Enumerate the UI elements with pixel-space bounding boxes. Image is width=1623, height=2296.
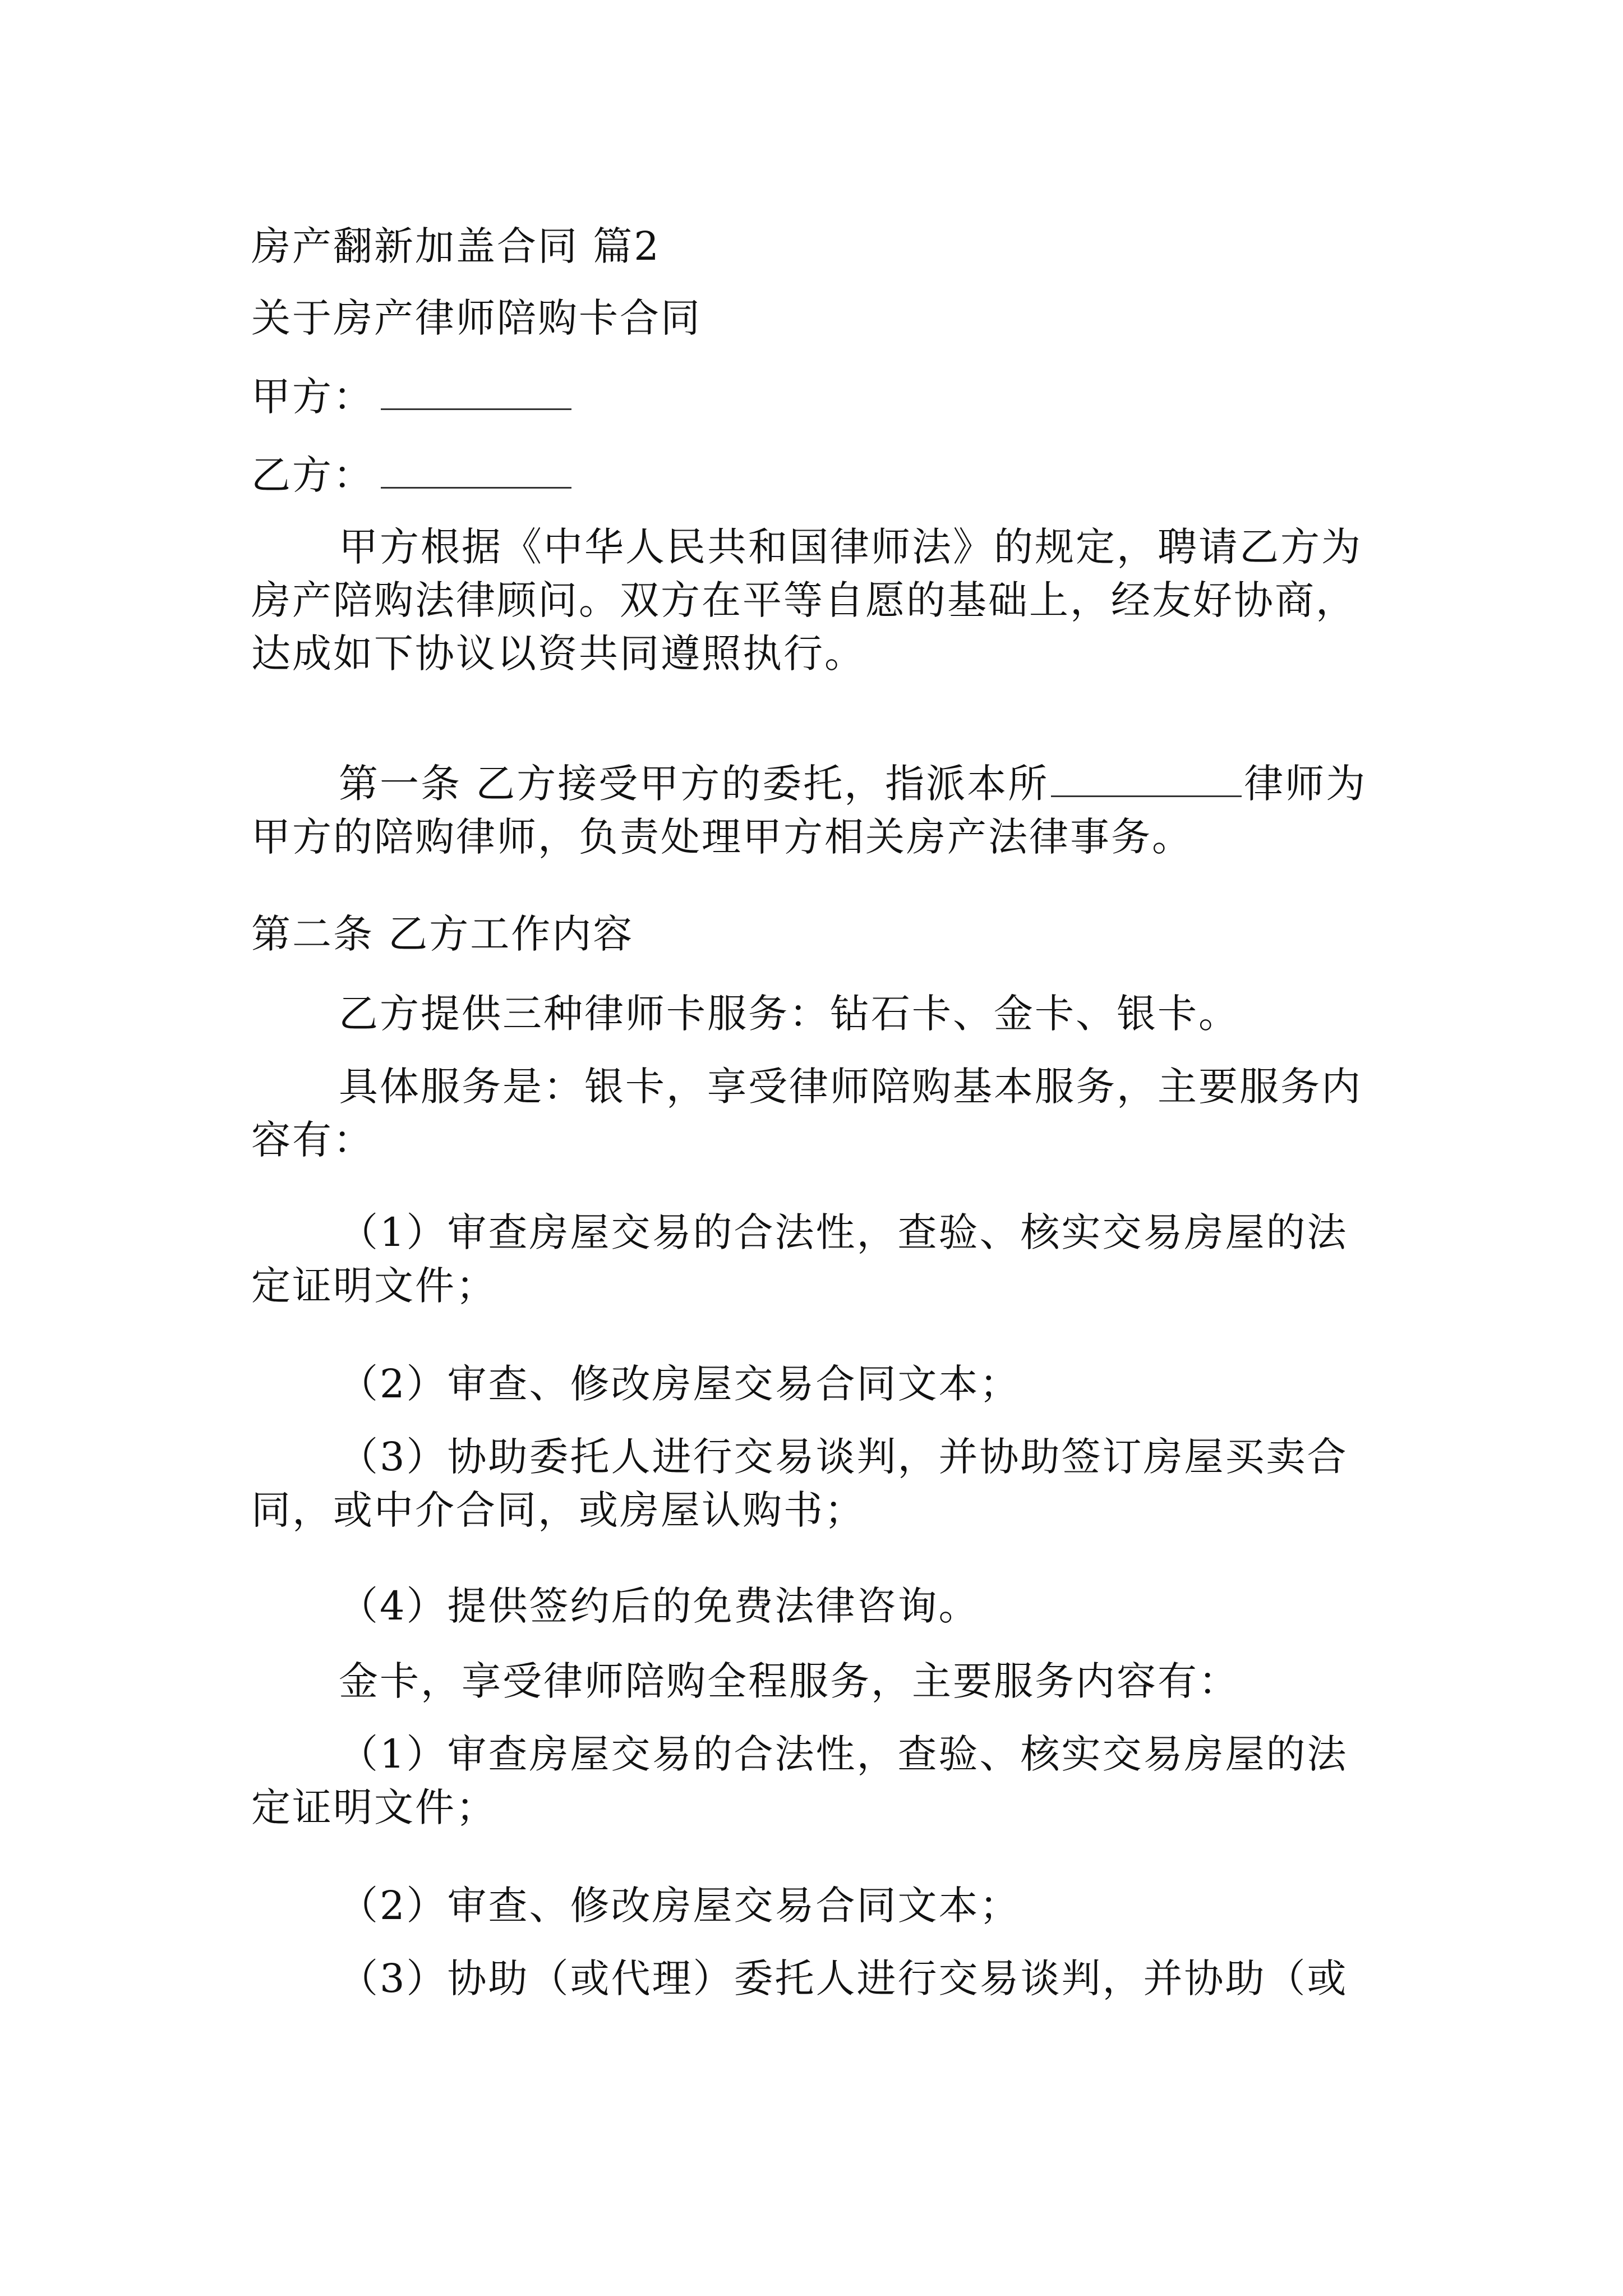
party-b-label: 乙方： — [251, 452, 374, 498]
gold-item-3: （3）协助（或代理）委托人进行交易谈判，并协助（或 — [339, 1955, 1348, 2001]
article-1-paragraph — [251, 757, 1377, 864]
party-a-label: 甲方： — [251, 374, 374, 420]
silver-item-1: （1）审查房屋交易的合法性，查验、核实交易房屋的法定证明文件； — [251, 1209, 1348, 1309]
contract-subtitle: 关于房产律师陪购卡合同 — [251, 295, 702, 341]
card-types-paragraph: 乙方提供三种律师卡服务：钻石卡、金卡、银卡。 — [339, 991, 1239, 1037]
party-b-blank — [381, 479, 571, 489]
party-a-blank — [381, 401, 571, 410]
silver-item-2: （2）审查、修改房屋交易合同文本； — [339, 1361, 1021, 1407]
silver-item-4: （4）提供签约后的免费法律咨询。 — [339, 1583, 980, 1629]
silver-card-intro: 具体服务是：银卡，享受律师陪购基本服务，主要服务内容有： — [251, 1064, 1362, 1163]
silver-item-3: （3）协助委托人进行交易谈判，并协助签订房屋买卖合同，或中介合同，或房屋认购书； — [251, 1434, 1348, 1533]
article-1-prefix: 第一条 乙方接受甲方的委托，指派本所 — [339, 761, 1049, 807]
party-a-line — [251, 370, 1377, 424]
gold-item-2: （2）审查、修改房屋交易合同文本； — [339, 1883, 1021, 1929]
article-1-suffix: 律师为甲方的陪购律师，负责处理甲方相关房产法律事务。 — [251, 761, 1367, 860]
document-heading: 房产翻新加盖合同 篇2 — [251, 223, 661, 269]
article-2-heading: 第二条 乙方工作内容 — [251, 911, 634, 957]
gold-card-intro: 金卡，享受律师陪购全程服务，主要服务内容有： — [339, 1658, 1239, 1704]
party-b-line — [251, 449, 1377, 502]
gold-item-1: （1）审查房屋交易的合法性，查验、核实交易房屋的法定证明文件； — [251, 1731, 1348, 1830]
lawyer-name-blank — [1051, 788, 1242, 797]
intro-paragraph: 甲方根据《中华人民共和国律师法》的规定，聘请乙方为房产陪购法律顾问。双方在平等自愿的基础上，经友好协商，达成如下协议以资共同遵照执行。 — [251, 524, 1362, 677]
